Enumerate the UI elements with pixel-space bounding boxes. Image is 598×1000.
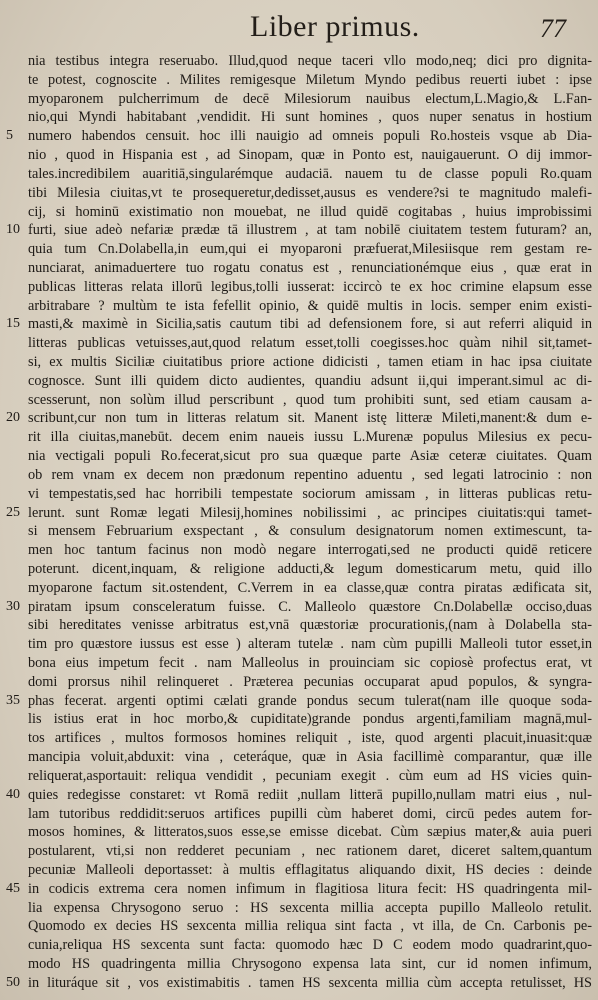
text-line [0,353,598,372]
line-number: 10 [6,222,20,238]
line-text: publicas litteras relata illorū legibus,tolli iusserat: iccircò te ex hoc crimine elapsum esse [28,278,592,295]
text-line [0,52,598,71]
line-text: bona eius impetum fecit . nam Malleolus in prouinciam sic copiosè profectus erat, vt [28,655,592,671]
line-text: cij, si hominū existimatio non mouebat, ne illud quidē cogitabas , huius improbissimi [28,203,592,220]
line-text: scesserunt, non solùm illud perscribunt , quod tum prohibiti sunt, sed etiam causam a- [28,391,592,408]
line-text: cunia,reliqua HS sexcenta sunt facta: quomodo hæc D C eodem modo quadrarint,quo- [28,937,592,954]
text-line [0,823,598,842]
line-text: cognosce. Sunt illi quidem dicto audientes, quandiu adsunt ii,qui imperant.simul ac di- [28,372,592,389]
text-line [0,504,598,523]
text-line [0,842,598,861]
line-text: numero habendos censuit. hoc illi nauigio ad omneis populi Ro.hosteis vsque ab Dia- [28,128,592,145]
line-text: lia expensa Chrysogono seruo : HS sexcenta millia accepta pupillo Malleolo retulit. [28,899,592,916]
line-text: tos artifices , multos formosos homines reliquit , iste, quod argenti placuit,inuasit:quæ [28,730,592,747]
text-line [0,108,598,127]
text-line [0,579,598,598]
line-text: pecuniæ Malleoli deportasset: à multis efflagitatus aliquando dixit, HS decies : deinde [28,861,592,878]
line-text: domi prorsus nihil relinqueret . Præterea pecunias occuparat apud populos, & syngra- [28,673,592,690]
line-text: scribunt,cur non tum in litteras relatum sit. Manent istę litteræ Mileti,manent:& dum e- [28,410,592,427]
text-line [0,447,598,466]
line-text: poterunt. dicent,inquam, & religione adducti,& legum domesticarum metu, quid illo [28,560,592,577]
text-line [0,917,598,936]
text-line [0,240,598,259]
line-number: 45 [6,880,20,896]
text-line [0,598,598,617]
line-text: masti,& maximè in Sicilia,satis cautum tibi ad defensionem fore, si aut referri aliquid in [28,316,592,333]
text-line [0,974,598,993]
text-line [0,861,598,880]
text-line [0,466,598,485]
line-text: mancipia voluit,abduxit: vina , ceteráque, quæ in Asia facillimè comparantur, quæ ille [28,749,592,766]
line-text: in codicis extrema cera nomen infimum in flagitiosa litura fecit: HS quadringenta mil- [28,880,592,897]
text-line [0,184,598,203]
text-line [0,786,598,805]
text-line [0,616,598,635]
line-text: myoparonem pulcherrimum de decē Milesiorum nauibus electum,L.Magio,& L.Fan- [28,90,592,107]
line-number: 30 [6,598,20,614]
line-text: si mensem Februarium exspectant , & consulum designatorum nomen extimescunt, ta- [28,523,592,540]
line-text: furti, siue adeò nefariæ prædæ tā illustrem , at tam nobilē ciuitatem testem futuram? an, [28,222,592,239]
line-text: men hoc tantum facinus non modò negare interrogati,sed ne producti quidē reticere [28,542,592,559]
line-text: nunciarat, animaduertere tuo rogatu conatus est , renunciationémque eius , quæ erat in [28,259,592,276]
line-text: lerunt. sunt Romæ legati Milesij,homines nobilissimi , ac principes ciuitatis:qui tamet- [28,504,592,521]
text-line [0,729,598,748]
text-line [0,710,598,729]
line-text: reliquerat,asportauit: reliqua vendidit , pecuniam exegit . cùm eum ad HS vicies quin- [28,767,592,784]
line-text: sibi hereditates venisse arbitratus est,vnā quæstoriæ procurationis,(nam à Dolabella sta- [28,617,592,634]
text-line [0,315,598,334]
line-text: postularent, vti,si non redderet pecuniam , nec rationem daret, diceret saltem,quantum [28,843,592,860]
line-number: 15 [6,316,20,332]
line-text: nio , quod in Hispania est , ad Sinopam, quæ in Ponto est, nauigauerunt. O dij immor- [28,147,592,164]
text-line [0,71,598,90]
body-text [0,52,598,993]
line-text: lam tutoribus reddidit:seruos artifices pupilli cùm haberet domi, circū pedes autem for- [28,805,592,822]
text-line [0,259,598,278]
line-number: 25 [6,504,20,520]
text-line [0,936,598,955]
text-line [0,899,598,918]
line-text: piratam ipsum consceleratum fuisse. C. Malleolo quæstore Cn.Dolabellæ occiso,duas [28,598,592,615]
line-text: phas fecerat. argenti optimi cælati grande pondus secum tulerat(nam ille quoque soda- [28,692,592,709]
line-text: ob rem vnam ex decem non prædonum repentino aduentu , sed legati latrocinio : non [28,466,592,483]
line-text: in lituráque sit , vos existimabitis . tamen HS sexcenta millia cùm accepta retulisset, HS [28,974,592,991]
text-line [0,748,598,767]
text-line [0,334,598,353]
line-text: tim pro quæstore iussus est esse ) alteram tutelæ . nam cùm pupilli Malleoli tutor esset,in [28,636,592,653]
line-text: nia testibus integra reseruabo. Illud,quod neque taceri vllo modo,neq; dici pro dignita- [28,53,592,69]
text-line [0,428,598,447]
line-text: nio,qui Myndi habitabant ,vendidit. Hi sunt homines , quos nuper senatus in hostium [28,109,592,126]
line-text: vi tempestatis,sed hac horribili tempestate sociorum amissam , in litteras publicas retu- [28,485,592,502]
line-text: arbitrabare ? multùm te ista fefellit opinio, & quidē multis in locis. semper enim existi- [28,297,592,314]
line-text: nia vectigali populi Ro.fecerat,sicut pro sua quæque parte Asiæ ceteræ ciuitates. Quam [28,448,592,465]
line-text: tales.incredibilem auaritiā,singularémque audaciā. nauem tu de classe populi Ro.quam [28,165,592,182]
text-line [0,372,598,391]
line-text: lis istius erat in hoc morbo,& cupiditate)grande pondus argenti,familiam magnā,mul- [28,711,592,728]
line-text: myoparone factum sit.ostendent, C.Verrem in ea classe,quæ contra piratas ædificata sit, [28,579,592,596]
text-line [0,409,598,428]
line-text: modo HS quadringenta millia Chrysogono expensa lata sint, cur id nomen infimum, [28,956,592,972]
text-line [0,654,598,673]
text-line [0,391,598,410]
line-text: Quomodo ex decies HS sexcenta millia reliqua sint facta , vt illa, de Cn. Carbonis pe- [28,918,592,935]
line-text: tibi Milesia ciuitas,vt te prosequeretur,dedisset,ausus es vendere?si te magnitudo malefi- [28,184,592,201]
text-line [0,692,598,711]
text-line [0,880,598,899]
text-line [0,635,598,654]
running-head: Liber primus. [250,10,420,43]
text-line [0,297,598,316]
text-line [0,767,598,786]
line-text: mosos homines, & litteratos,suos esse,se emisse dicebat. Cùm sæpius mater,& auia pueri [28,824,592,841]
text-line [0,541,598,560]
line-text: si, ex multis Siciliæ ciuitatibus priore actione didicisti , tamen etiam in hac ipsa ciuitate [28,354,592,370]
text-line [0,278,598,297]
text-line [0,221,598,240]
text-line [0,560,598,579]
line-number: 20 [6,410,20,426]
page-header [0,4,598,48]
text-line [0,485,598,504]
text-line [0,90,598,109]
line-text: rit illa ciuitas,manebūt. decem enim naueis iussu L.Murenæ populus Milesius ex pecu- [28,429,592,446]
text-line [0,165,598,184]
folio-number: 77 [540,14,566,43]
text-line [0,805,598,824]
line-number: 40 [6,786,20,802]
line-number: 50 [6,974,20,990]
line-text: te potest, cognoscite . Milites remigesque Miletum Myndo pedibus reuerti iubet : ipse [28,71,592,88]
text-line [0,522,598,541]
text-line [0,127,598,146]
text-line [0,203,598,222]
line-text: quia tum Cn.Dolabella,in eum,qui ei myoparoni præfuerat,Milesiisque rem gestam re- [28,241,592,258]
text-line [0,146,598,165]
line-number: 35 [6,692,20,708]
text-line [0,955,598,974]
line-text: quies redegisse constaret: vt Romā rediit ,nullam litterā pupillo,nullam matri eius , nul- [28,786,592,803]
line-number: 5 [6,128,13,144]
line-text: litteras publicas vetuisses,aut,quod relatum esset,tolli coegisses.hoc quàm nihil sit,tamet- [28,335,592,352]
text-line [0,673,598,692]
